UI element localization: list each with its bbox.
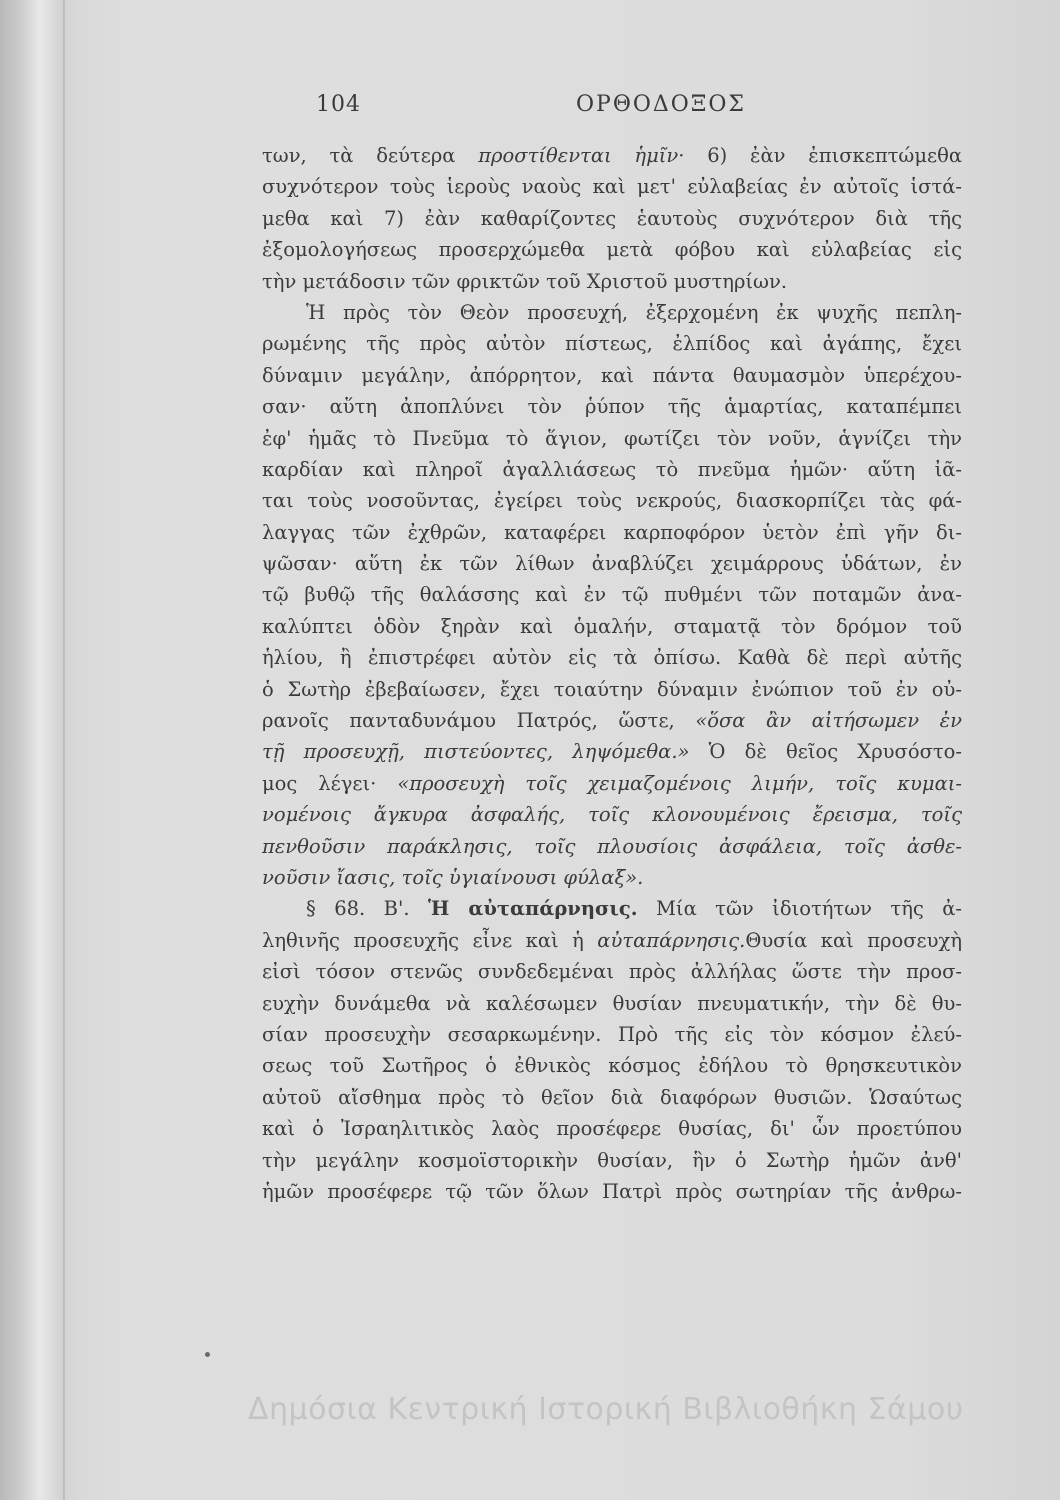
running-title: ΟΡΘΟΔΟΞΟΣ (576, 92, 746, 117)
margin-dot (205, 1352, 210, 1357)
page-number: 104 (316, 92, 361, 117)
emphasis-text: τῇ προσευχῇ, πιστεύοντες, ληψόμεθα.» (262, 740, 690, 764)
line-text: ρωμένης τῆς πρὸς αὐτὸν πίστεως, ἐλπίδος καὶ ἀγάπης, ἔχει (262, 332, 962, 356)
line-text: καλύπτει ὁδὸν ξηρὰν καὶ ὁμαλήν, σταματᾷ τὸν δρόμον τοῦ (262, 614, 962, 638)
emphasis-text: προστίθενται ἡμῖν· (478, 144, 685, 167)
text-line (262, 171, 962, 202)
line-text: σεως τοῦ Σωτῆρος ὁ ἐθνικὸς κόσμος ἐδήλου τὸ θρησκευτικὸν (262, 1054, 962, 1078)
text-line (262, 266, 962, 297)
text-line (262, 360, 962, 391)
text-line (262, 517, 962, 548)
text-line (262, 423, 962, 454)
emphasis-text: νομένοις ἄγκυρα ἀσφαλής, τοῖς κλονουμένοις ἔρεισμα, τοῖς (262, 803, 962, 827)
text-line (262, 1050, 962, 1081)
text-line (262, 768, 962, 799)
text-line (262, 705, 962, 736)
text-line (262, 862, 962, 893)
library-watermark: Δημόσια Κεντρική Ιστορική Βιβλιοθήκη Σάμου (248, 1392, 964, 1427)
text-line (262, 579, 962, 610)
text-line (262, 548, 962, 579)
emphasis-text: αὐταπάρνησις. (597, 928, 746, 952)
line-text: ρανοῖς πανταδυνάμου Πατρός, ὥστε, (262, 709, 696, 733)
line-text: ψῶσαν· αὕτη ἐκ τῶν λίθων ἀναβλύζει χειμάρρους ὑδάτων, ἐν (262, 552, 962, 576)
line-text: ἡλίου, ἢ ἐπιστρέφει αὐτὸν εἰς τὰ ὀπίσω. Καθὰ δὲ περὶ αὐτῆς (262, 646, 962, 670)
line-text: αὐτοῦ αἴσθημα πρὸς τὸ θεῖον διὰ διαφόρων θυσιῶν. Ὡσαύτως (262, 1085, 962, 1109)
line-text: § 68. Β'. (306, 897, 429, 921)
text-line (262, 1082, 962, 1113)
line-text: καρδίαν καὶ πληροῖ ἀγαλλιάσεως τὸ πνεῦμα ἡμῶν· αὕτη ἰᾶ- (262, 457, 962, 481)
text-line (262, 328, 962, 359)
line-text: ἐξομολογήσεως προσερχώμεθα μετὰ φόβου καὶ εὐλαβείας εἰς (262, 238, 962, 262)
line-text: σίαν προσευχὴν σεσαρκωμένην. Πρὸ τῆς εἰς τὸν κόσμον ἐλεύ- (262, 1022, 962, 1046)
text-line (262, 674, 962, 705)
line-text: ευχὴν δυνάμεθα νὰ καλέσωμεν θυσίαν πνευματικήν, τὴν δὲ θυ- (262, 991, 962, 1015)
emphasis-text: «ὅσα ἂν αἰτήσωμεν ἐν (695, 709, 962, 733)
line-text: τῷ βυθῷ τῆς θαλάσσης καὶ ἐν τῷ πυθμένι τῶν ποταμῶν ἀνα- (262, 583, 962, 607)
text-line (262, 203, 962, 234)
line-text: Ὁ δὲ θεῖος Χρυσόστο- (689, 740, 962, 764)
text-line (262, 799, 962, 830)
text-line (262, 391, 962, 422)
line-text: ται τοὺς νοσοῦντας, ἐγείρει τοὺς νεκρούς, διασκορπίζει τὰς φά- (262, 489, 962, 513)
emphasis-text: πενθοῦσιν παράκλησις, τοῖς πλουσίοις ἀσφάλεια, τοῖς ἀσθε- (262, 834, 962, 858)
text-line (262, 956, 962, 987)
text-line (262, 485, 962, 516)
line-text: συχνότερον τοὺς ἱεροὺς ναοὺς καὶ μετ' εὐλαβείας ἐν αὐτοῖς ἱστά- (262, 175, 962, 199)
line-text: καὶ ὁ Ἰσραηλιτικὸς λαὸς προσέφερε θυσίας, δι' ὧν προετύπου (262, 1117, 962, 1141)
text-line (262, 831, 962, 862)
text-line (262, 611, 962, 642)
line-text: λαγγας τῶν ἐχθρῶν, καταφέρει καρποφόρον ὑετὸν ἐπὶ γῆν δι- (262, 520, 962, 544)
line-text: Θυσία καὶ προσευχὴ (745, 928, 962, 952)
line-text: ἡμῶν προσέφερε τῷ τῶν ὅλων Πατρὶ πρὸς σωτηρίαν τῆς ἀνθρω- (262, 1179, 962, 1203)
text-line (262, 140, 962, 171)
line-text: δύναμιν μεγάλην, ἀπόρρητον, καὶ πάντα θαυμασμὸν ὑπερέχου- (262, 363, 962, 387)
line-text: 6) ἐὰν ἐπισκεπτώμεθα (684, 144, 962, 167)
text-line (262, 988, 962, 1019)
text-line (262, 1145, 962, 1176)
line-text: μεθα καὶ 7) ἐὰν καθαρίζοντες ἑαυτοὺς συχνότερον διὰ τῆς (262, 206, 962, 230)
emphasis-text: νοῦσιν ἴασις, τοῖς ὑγιαίνουσι φύλαξ». (262, 865, 644, 889)
line-text: μος λέγει· (262, 771, 398, 795)
line-text: σαν· αὕτη ἀποπλύνει τὸν ῥύπον τῆς ἁμαρτίας, καταπέμπει (262, 395, 962, 419)
text-line (262, 234, 962, 265)
line-text: τὴν μεγάλην κοσμοϊστορικὴν θυσίαν, ἣν ὁ Σωτὴρ ἡμῶν ἀνθ' (262, 1148, 962, 1172)
text-line (262, 454, 962, 485)
text-line (262, 1113, 962, 1144)
text-line (262, 893, 962, 924)
line-text: Μία τῶν ἰδιοτήτων τῆς ἀ- (637, 897, 962, 921)
text-line (262, 297, 962, 328)
line-text: Ἡ πρὸς τὸν Θεὸν προσευχή, ἐξερχομένη ἐκ ψυχῆς πεπλη- (306, 300, 962, 324)
line-text: των, τὰ δεύτερα (262, 144, 479, 167)
line-text: ἐφ' ἡμᾶς τὸ Πνεῦμα τὸ ἅγιον, φωτίζει τὸν νοῦν, ἁγνίζει τὴν (262, 426, 962, 450)
page-edge (63, 0, 65, 1500)
body-text (262, 140, 962, 1207)
text-line (262, 1019, 962, 1050)
section-heading: Ἡ αὐταπάρνησις. (428, 897, 638, 921)
line-text: ληθινῆς προσευχῆς εἶνε καὶ ἡ (262, 928, 598, 952)
text-line (262, 736, 962, 767)
line-text: ὁ Σωτὴρ ἐβεβαίωσεν, ἔχει τοιαύτην δύναμιν ἐνώπιον τοῦ ἐν οὐ- (262, 677, 962, 701)
emphasis-text: «προσευχὴ τοῖς χειμαζομένοις λιμήν, τοῖς κυμαι- (397, 771, 962, 795)
text-line (262, 1176, 962, 1207)
text-line (262, 642, 962, 673)
text-line (262, 925, 962, 956)
page-header (316, 92, 956, 126)
line-text: τὴν μετάδοσιν τῶν φρικτῶν τοῦ Χριστοῦ μυστηρίων. (262, 269, 788, 293)
line-text: εἰσὶ τόσον στενῶς συνδεδεμέναι πρὸς ἀλλήλας ὥστε τὴν προσ- (262, 960, 962, 984)
